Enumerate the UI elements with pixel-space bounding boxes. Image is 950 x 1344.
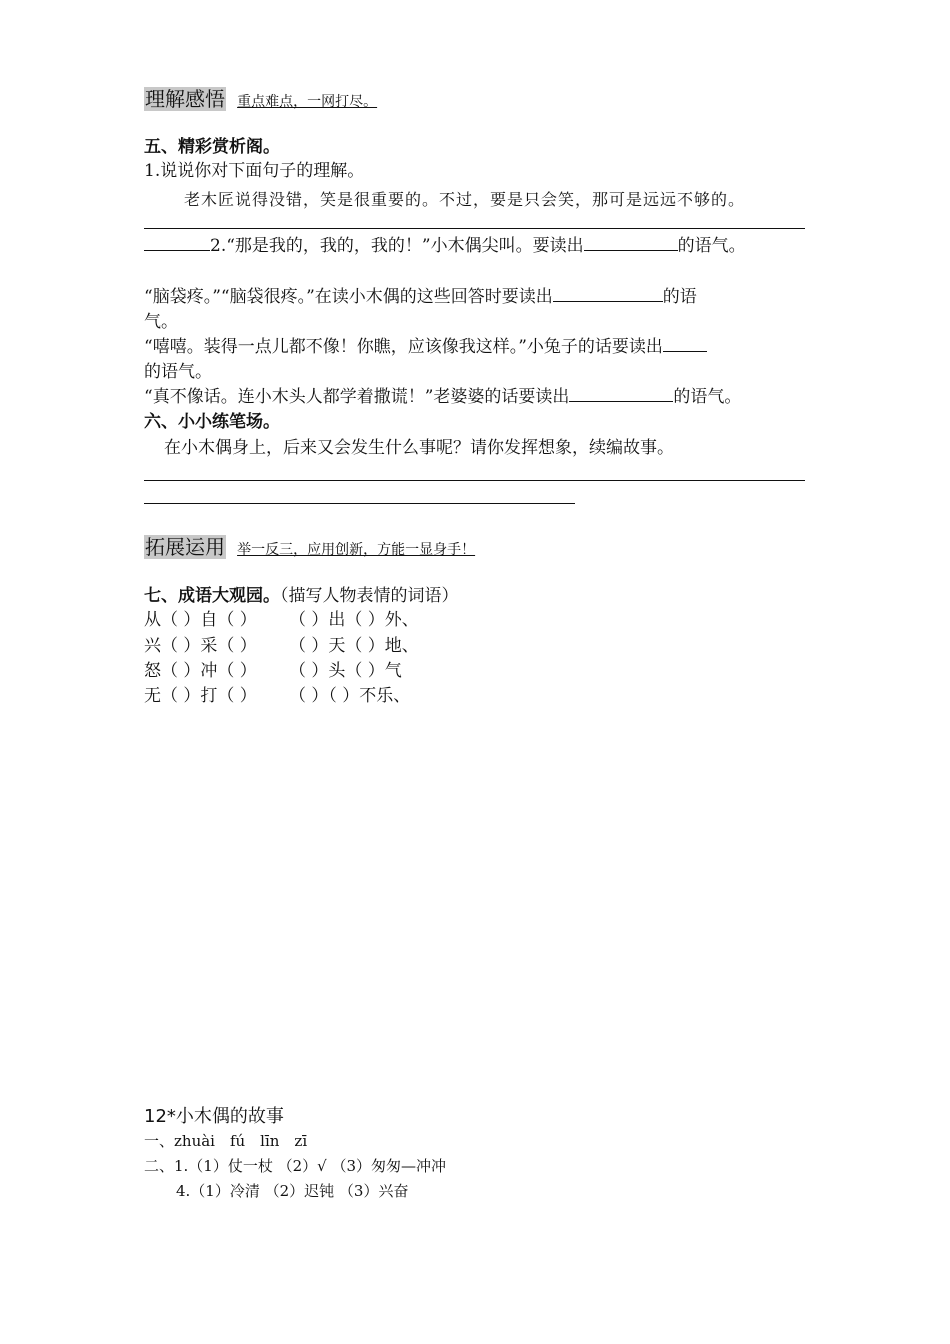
q5-item5: [144, 387, 741, 407]
q5-item4-text: “嘻嘻。装得一点儿都不像！你瞧，应该像我这样。”小兔子的话要读出: [144, 337, 663, 357]
answers-line2: 二、1.（1）仗一杖 （2）√ （3）匆匆—冲冲: [144, 1157, 447, 1175]
q5-item5-text: “真不像话。连小木头人都学着撒谎！”老婆婆的话要读出: [144, 387, 570, 407]
q5-item3-wrap: 气。: [144, 312, 178, 332]
q5-item2: [144, 236, 746, 256]
writing-line[interactable]: [144, 480, 805, 481]
q5-item1: 1.说说你对下面句子的理解。: [144, 161, 365, 181]
idiom-row: [144, 661, 402, 681]
section-motto: 举一反三，应用创新，方能一显身手！: [237, 542, 476, 558]
q5-quote: 老木匠说得没错，笑是很重要的。不过，要是只会笑，那可是远远不够的。: [184, 190, 746, 209]
idiom-left: 兴（ ）采（ ）: [144, 636, 257, 656]
q7-heading-line: [144, 586, 459, 606]
q7-note: （描写人物表情的词语）: [280, 586, 459, 606]
q7-heading: 七、成语大观园。: [144, 586, 280, 606]
q5-item2-end: 的语气。: [677, 236, 746, 256]
section-motto: 重点难点，一网打尽。: [237, 94, 378, 110]
q5-item3-end: 的语: [662, 287, 697, 307]
q5-item4: [144, 337, 707, 357]
answers-title: 12*小木偶的故事: [144, 1106, 284, 1127]
answer-blank[interactable]: [663, 337, 707, 352]
q5-item3: [144, 287, 697, 307]
answers-line1: 一、zhuài fú līn zī: [144, 1132, 308, 1150]
section-header-understanding: [144, 87, 377, 111]
idiom-right: （ ）头（ ）气: [289, 661, 402, 681]
answer-line[interactable]: [144, 228, 805, 229]
writing-line[interactable]: [144, 503, 575, 504]
idiom-row: [144, 610, 419, 630]
section-header-extension: [144, 535, 475, 559]
section-badge: 拓展运用: [145, 535, 225, 559]
idiom-row: [144, 636, 419, 656]
answer-blank[interactable]: [569, 387, 673, 402]
q5-heading: 五、精彩赏析阁。: [144, 137, 280, 157]
idiom-left: 从（ ）自（ ）: [144, 610, 257, 630]
q6-heading: 六、小小练笔场。: [144, 412, 280, 432]
q5-item3-text: “脑袋疼。”“脑袋很疼。”在读小木偶的这些回答时要读出: [144, 287, 553, 307]
idiom-left: 怒（ ）冲（ ）: [144, 661, 257, 681]
section-badge: 理解感悟: [145, 87, 225, 111]
q5-item4-wrap: 的语气。: [144, 362, 212, 382]
idiom-row: [144, 686, 410, 706]
idiom-right: （ ）天（ ）地、: [289, 636, 419, 656]
idiom-right: （ ）（ ）不乐、: [289, 686, 411, 706]
answer-blank[interactable]: [553, 287, 663, 302]
q5-item2-text: 2.“那是我的，我的，我的！”小木偶尖叫。要读出: [210, 236, 584, 256]
q5-item5-end: 的语气。: [673, 387, 742, 407]
answer-blank[interactable]: [584, 236, 678, 251]
answer-blank[interactable]: [144, 236, 210, 251]
idiom-right: （ ）出（ ）外、: [289, 610, 419, 630]
answers-line3: 4.（1）冷清 （2）迟钝 （3）兴奋: [176, 1182, 409, 1200]
q6-prompt: 在小木偶身上，后来又会发生什么事呢？请你发挥想象，续编故事。: [164, 438, 674, 458]
idiom-left: 无（ ）打（ ）: [144, 686, 257, 706]
